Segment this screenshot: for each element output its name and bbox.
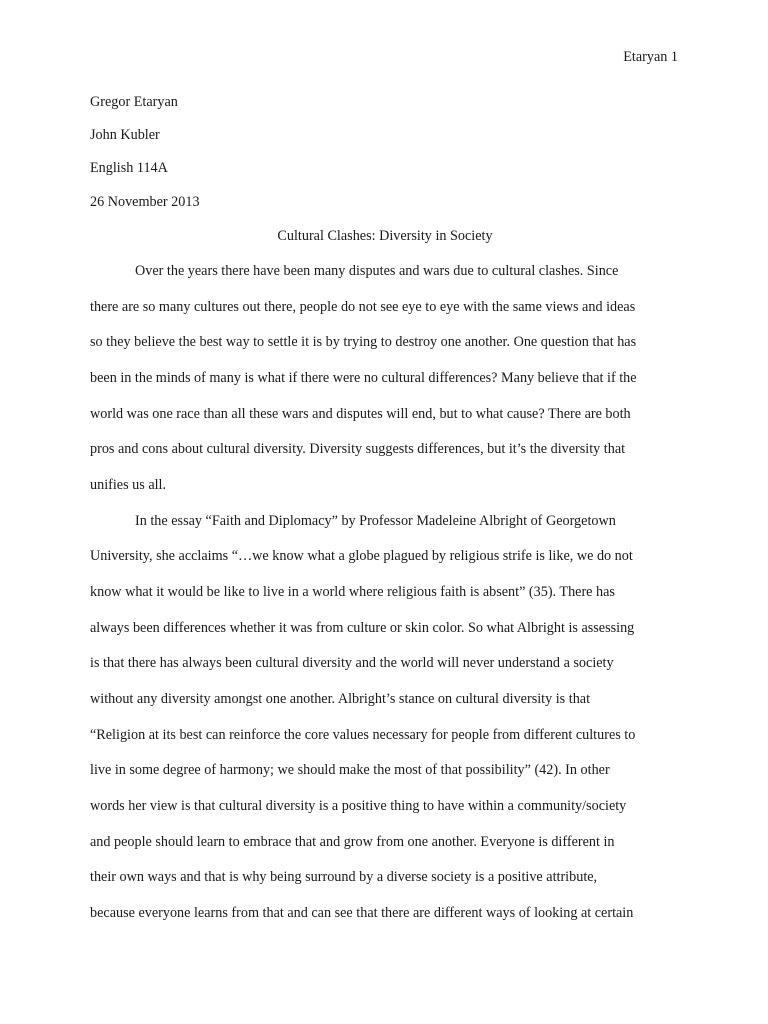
paragraph-line: “Religion at its best can reinforce the core values necessary for people from different cultures to (90, 727, 636, 743)
paragraph-line: always been differences whether it was from culture or skin color. So what Albright is assessing (90, 620, 635, 636)
paragraph-line: world was one race than all these wars and disputes will end, but to what cause? There are both (90, 406, 631, 422)
paragraph-line: words her view is that cultural diversity is a positive thing to have within a community/society (90, 798, 627, 814)
instructor-name: John Kubler (90, 127, 160, 144)
paragraph-line: live in some degree of harmony; we should make the most of that possibility” (42). In other (90, 762, 610, 778)
paragraph-line: their own ways and that is why being surround by a diverse society is a positive attribute, (90, 869, 598, 885)
paragraph-line: and people should learn to embrace that and grow from one another. Everyone is different in (90, 834, 615, 850)
paragraph-line: University, she acclaims “…we know what a globe plagued by religious strife is like, we do not (90, 548, 633, 564)
paragraph-line: know what it would be like to live in a world where religious faith is absent” (35). There has (90, 584, 615, 600)
date: 26 November 2013 (90, 193, 200, 210)
paragraph-line: without any diversity amongst one another. Albright’s stance on cultural diversity is that (90, 691, 591, 707)
paragraph-line: there are so many cultures out there, people do not see eye to eye with the same views and ideas (90, 299, 636, 315)
course-name: English 114A (90, 160, 168, 177)
author-name: Gregor Etaryan (90, 94, 178, 110)
paragraph-line: In the essay “Faith and Diplomacy” by Professor Madeleine Albright of Georgetown (135, 513, 616, 529)
paragraph-line: Over the years there have been many disputes and wars due to cultural clashes. Since (135, 263, 619, 279)
running-head: Etaryan 1 (623, 49, 678, 65)
paragraph-line: unifies us all. (90, 477, 167, 493)
paragraph-line: is that there has always been cultural diversity and the world will never understand a society (90, 655, 614, 671)
paragraph-line: so they believe the best way to settle it is by trying to destroy one another. One question that has (90, 334, 637, 350)
paragraph-line: because everyone learns from that and can see that there are different ways of looking at certain (90, 905, 634, 921)
paragraph-line: pros and cons about cultural diversity. Diversity suggests differences, but it’s the diversity that (90, 441, 626, 457)
essay-title: Cultural Clashes: Diversity in Society (277, 228, 493, 244)
paragraph-line: been in the minds of many is what if there were no cultural differences? Many believe that if the (90, 370, 637, 386)
mla-heading (90, 92, 680, 225)
